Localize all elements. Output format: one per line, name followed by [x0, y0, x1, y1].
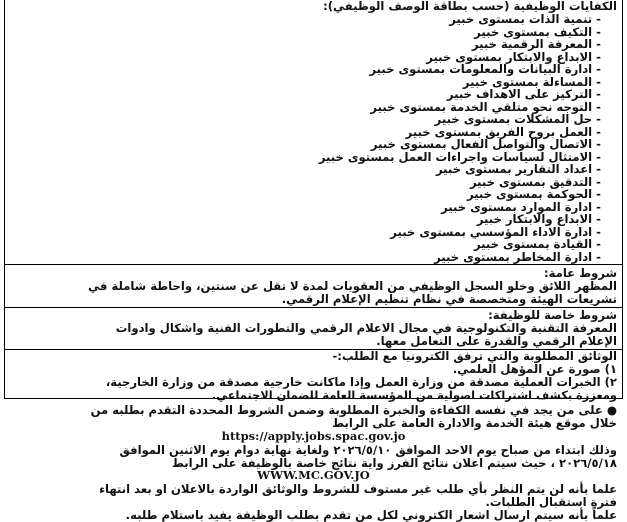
competency-item: - اعداد التقارير بمستوى خبير	[435, 162, 601, 176]
apply-instruction-line-1: ● على من يجد في نفسه الكفاءة والخبرة المطلوبة وضمن الشروط المحددة التقدم بطلبه من	[90, 403, 617, 417]
competency-item: - الابداع والابتكار بمستوى خبير	[426, 49, 601, 64]
competency-item: - الابداع والابتكار خبير	[476, 212, 601, 226]
special-conditions-heading: شروط خاصة للوظيفة:	[488, 308, 617, 322]
competencies-heading: الكفايات الوظيفية (حسب بطاقة الوصف الوظيفي):	[323, 0, 617, 13]
competency-item: - ادارة البيانات والمعلومات بمستوى خبير	[369, 62, 601, 76]
competency-item: - تنمية الذات بمستوى خبير	[449, 12, 601, 26]
competency-item: - حل المشكلات بمستوى خبير	[434, 112, 601, 126]
competency-item: - العمل بروح الفريق بمستوى خبير	[405, 124, 601, 139]
competency-item: - الاتصال والتواصل الفعال بمستوى خبير	[370, 137, 601, 151]
special-conditions-line-2: الإعلام الرقمي والقدرة على التعامل معها.	[376, 334, 617, 348]
special-conditions-line-1: المعرفة التقنية والتكنولوجية في مجال الاعلام الرقمي والتطورات الفنية واشكال وادوات	[115, 321, 617, 335]
competency-item: - التوجه نحو متلقي الخدمة بمستوى خبير	[370, 99, 601, 114]
competency-item: - ادارة الموارد بمستوى خبير	[441, 199, 601, 214]
competency-item: - المساءلة بمستوى خبير	[462, 74, 601, 89]
general-conditions-heading: شروط عامة:	[543, 266, 617, 280]
apply-link[interactable]: https://apply.jobs.spac.gov.jo	[221, 429, 406, 443]
competency-item: - التكيف بمستوى خبير	[474, 24, 601, 39]
documents-heading: الوثائق المطلوبة والتي ترفق الكترونيا مع الطلب:-	[332, 349, 617, 363]
apply-instruction-line-2: خلال موقع هيئة الخدمة والادارة العامة على الرابط	[332, 416, 617, 430]
competency-item: - المعرفة الرقمية خبير	[471, 37, 601, 51]
application-period-line-2: ٢٠٢٦/٥/١٨ ، حيث سيتم اعلان نتائج الفرز واية نتائج خاصة بالوظيفة على الرابط	[171, 456, 617, 470]
application-period-line-1: وذلك ابتداء من صباح يوم الاحد الموافق ٢٠٢٦/٥/١٠ ولغاية نهاية دوام يوم الاثنين الموافق	[119, 443, 617, 457]
document-item-1: ١) صورة عن المؤهل العلمي.	[452, 362, 617, 376]
competency-item: - ادارة الاداء المؤسسي بمستوى خبير	[390, 224, 601, 239]
warning-line-1: علما بأنه لن يتم النظر بأي طلب غير مستوف للشروط والوثائق الواردة بالاعلان او بعد انتهاء	[99, 482, 617, 496]
document-item-2-line-1: ٢) الخبرات العملية مصدقة من وزارة العمل وإذا ماكانت خارجية مصدقة من وزارة الخارجية،	[105, 375, 617, 389]
document-item-2-line-2: ومعززة بكشف اشتراكات اصولية من المؤسسة العامة للضمان الاجتماعي.	[211, 388, 617, 402]
competency-item: - التدقيق بمستوى خبير	[469, 174, 601, 189]
general-conditions-line-2: تشريعات الهيئة ومتخصصة في نظام تنظيم الإعلام الرقمي.	[281, 292, 617, 306]
competency-item: - ادارة المخاطر بمستوى خبير	[434, 249, 601, 264]
warning-line-2: فترة استقبال الطلبات.	[485, 495, 617, 509]
competency-item: - القيادة بمستوى خبير	[473, 237, 601, 251]
competency-item: - الامتثال لسياسات واجراءات العمل بمستوى خبير	[318, 149, 601, 164]
competency-item: - الحوكمة بمستوى خبير	[466, 187, 601, 201]
notification-line: علماً بأنه سيتم ارسال اشعار الكتروني لكل من تقدم بطلب الوظيفة يفيد باستلام طلبه.	[125, 508, 617, 522]
results-link[interactable]: WWW.MC.GOV.JO	[257, 468, 370, 482]
general-conditions-line-1: المظهر اللائق وخلو السجل الوظيفي من العقوبات لمدة لا تقل عن سنتين، واحاطة شاملة في	[88, 279, 617, 293]
competency-item: - التركيز على الاهداف خبير	[446, 87, 601, 101]
